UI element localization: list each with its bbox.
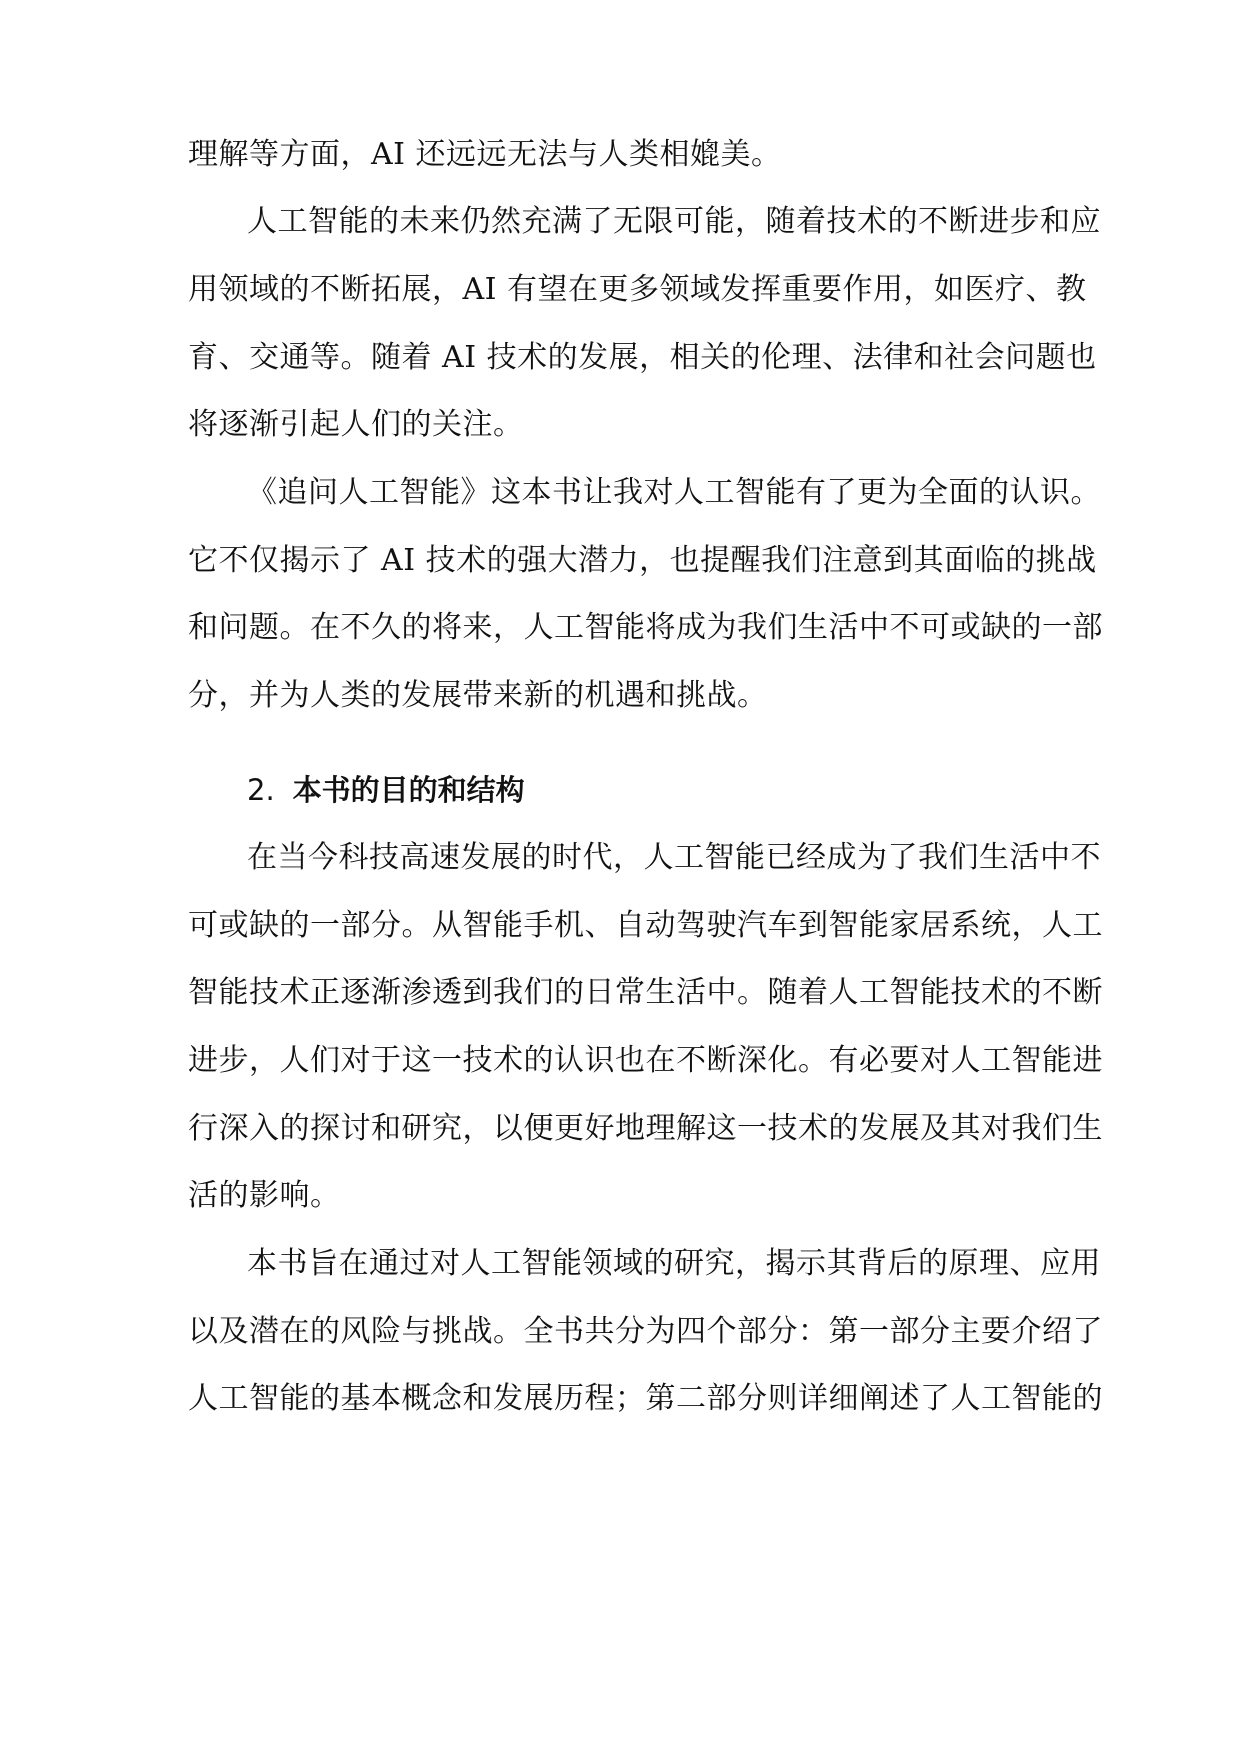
paragraph-line: 育、交通等。随着 AI 技术的发展，相关的伦理、法律和社会问题也: [188, 340, 1097, 375]
paragraph-line: 用领域的不断拓展，AI 有望在更多领域发挥重要作用，如医疗、教: [188, 272, 1087, 307]
paragraph-line: 它不仅揭示了 AI 技术的强大潜力，也提醒我们注意到其面临的挑战: [188, 543, 1097, 578]
paragraph-line: 人工智能的未来仍然充满了无限可能，随着技术的不断进步和应: [247, 204, 1101, 239]
paragraph-line: 理解等方面，AI 还远远无法与人类相媲美。: [188, 137, 782, 172]
paragraph-line: 可或缺的一部分。从智能手机、自动驾驶汽车到智能家居系统，人工: [188, 908, 1103, 943]
paragraph-line: 分，并为人类的发展带来新的机遇和挑战。: [188, 678, 768, 713]
paragraph-line: 行深入的探讨和研究，以便更好地理解这一技术的发展及其对我们生: [188, 1111, 1103, 1146]
paragraph-line: 将逐渐引起人们的关注。: [188, 407, 524, 442]
paragraph-line: 人工智能的基本概念和发展历程；第二部分则详细阐述了人工智能的: [188, 1381, 1103, 1416]
paragraph-line: 以及潜在的风险与挑战。全书共分为四个部分：第一部分主要介绍了: [188, 1314, 1103, 1349]
paragraph-line: 智能技术正逐渐渗透到我们的日常生活中。随着人工智能技术的不断: [188, 975, 1103, 1010]
section-number: 2.: [247, 773, 275, 807]
paragraph-line: 进步，人们对于这一技术的认识也在不断深化。有必要对人工智能进: [188, 1043, 1103, 1078]
paragraph-line: 本书旨在通过对人工智能领域的研究，揭示其背后的原理、应用: [247, 1246, 1101, 1281]
paragraph-line: 和问题。在不久的将来，人工智能将成为我们生活中不可或缺的一部: [188, 610, 1103, 645]
paragraph-line: 《追问人工智能》这本书让我对人工智能有了更为全面的认识。: [247, 475, 1101, 510]
paragraph-line: 活的影响。: [188, 1178, 341, 1213]
paragraph-line: 在当今科技高速发展的时代，人工智能已经成为了我们生活中不: [247, 840, 1101, 875]
section-title: 本书的目的和结构: [292, 773, 525, 807]
section-heading: [247, 770, 525, 810]
